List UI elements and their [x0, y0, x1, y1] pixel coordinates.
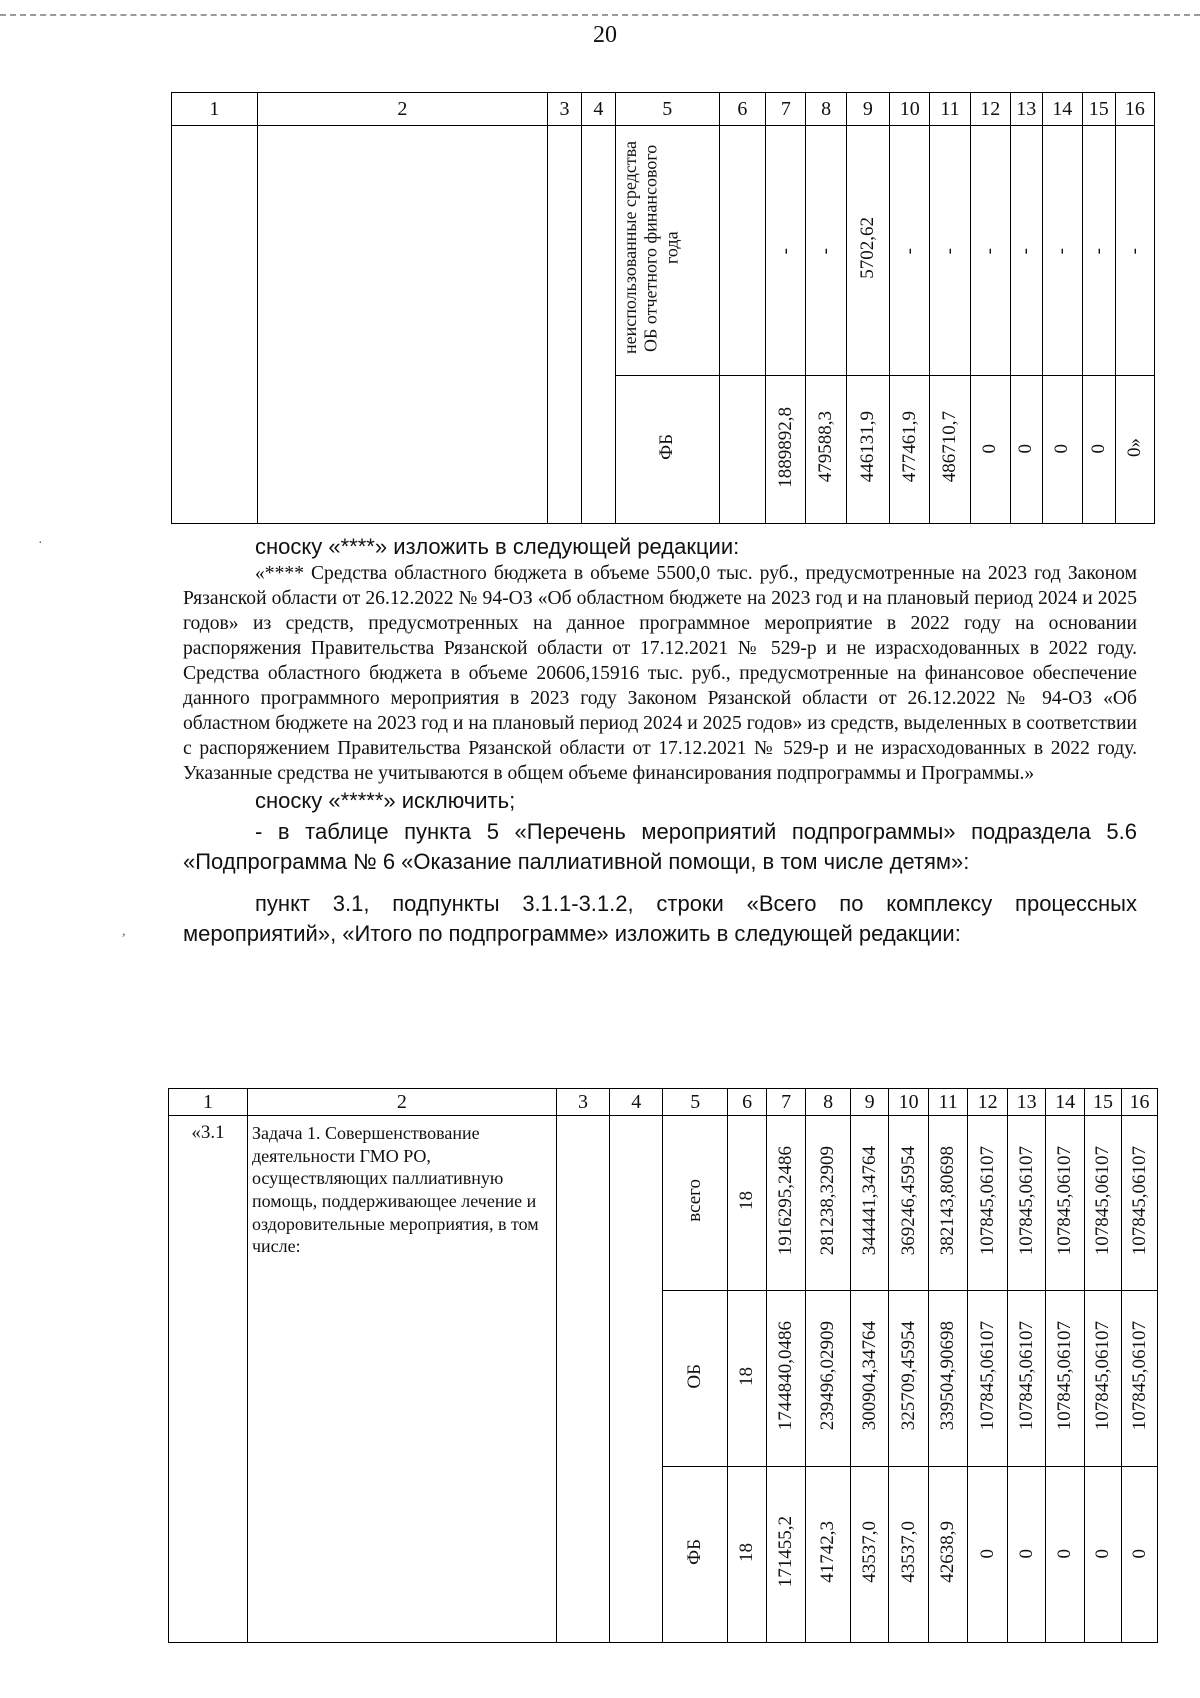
value-cell: [806, 1467, 851, 1643]
value-text: 0: [1015, 1549, 1037, 1559]
col-header: 12: [968, 1089, 1008, 1116]
value-text: 479588,3: [815, 411, 837, 483]
value-cell: [890, 376, 930, 524]
value-cell: [806, 126, 846, 376]
value-cell: [1115, 376, 1154, 524]
empty-cell: [257, 126, 547, 524]
task-description: Задача 1. Совершенствование деятельности ГМО РО, осуществляющих паллиативную помощь, поддерживающее лечение и оздоровительные мероприятия, в том числе:: [247, 1116, 556, 1643]
value-text: 0: [1087, 444, 1109, 454]
value-text: 5702,62: [856, 217, 878, 279]
col-header: 5: [663, 1089, 728, 1116]
value-cell: [766, 376, 806, 524]
table-header-row: [172, 93, 1155, 126]
col-header: 8: [806, 93, 846, 126]
funding-source-cell: [663, 1291, 728, 1467]
code-text: 18: [736, 1542, 758, 1562]
empty-cell: [610, 1116, 663, 1643]
col-header: 16: [1122, 1089, 1158, 1116]
col-header: 16: [1115, 93, 1154, 126]
value-cell: [766, 126, 806, 376]
value-text: 0: [1128, 1549, 1150, 1559]
funding-source-label: ФБ: [684, 1539, 706, 1565]
value-cell: [1085, 1116, 1122, 1291]
value-text: 107845,06107: [1054, 1145, 1076, 1256]
col-header: 13: [1008, 1089, 1046, 1116]
funding-source-label: всего: [684, 1179, 706, 1222]
col-header: 1: [169, 1089, 248, 1116]
funding-source-cell: [663, 1116, 728, 1291]
paragraph-table-amendment: - в таблице пункта 5 «Перечень мероприятий подпрограммы» подраздела 5.6 «Подпрограмма № 6 «Оказание паллиативной помощи, в том числе детям»:: [183, 818, 1137, 874]
value-cell: [1010, 376, 1042, 524]
value-text: -: [898, 248, 920, 255]
value-cell: [930, 376, 970, 524]
col-header: 2: [257, 93, 547, 126]
scan-artifact-dot: ·: [38, 536, 43, 551]
value-cell: [1122, 1116, 1158, 1291]
value-cell: [1042, 126, 1082, 376]
col-header: 13: [1010, 93, 1042, 126]
value-text: 107845,06107: [1015, 1145, 1037, 1256]
col-header: 9: [846, 93, 889, 126]
col-header: 2: [247, 1089, 556, 1116]
col-header: 11: [930, 93, 970, 126]
col-header: 1: [172, 93, 258, 126]
paragraph-item-amendment: пункт 3.1, подпункты 3.1.1-3.1.2, строки «Всего по комплексу процессных мероприятий», «Итого по подпрограмме» изложить в следующей редакции:: [183, 890, 1137, 946]
value-cell: [889, 1116, 929, 1291]
value-text: 107845,06107: [1092, 1145, 1114, 1256]
value-cell: [1046, 1467, 1085, 1643]
value-text: 281238,32909: [817, 1145, 839, 1256]
funding-source-label: ОБ: [684, 1363, 706, 1389]
value-cell: [968, 1467, 1008, 1643]
funding-source-cell: [615, 126, 719, 376]
value-cell: [846, 126, 889, 376]
value-text: 107845,06107: [1092, 1321, 1114, 1431]
col-header: 4: [581, 93, 615, 126]
col-header: 3: [548, 93, 582, 126]
col-header: 5: [615, 93, 719, 126]
value-text: 107845,06107: [976, 1321, 998, 1431]
col-header: 10: [889, 1089, 929, 1116]
value-cell: [929, 1467, 968, 1643]
table-row: [169, 1116, 1158, 1291]
value-text: -: [1015, 248, 1037, 255]
value-cell: [851, 1116, 889, 1291]
value-cell: [929, 1291, 968, 1467]
scan-top-edge: [0, 14, 1200, 16]
value-cell: [1008, 1116, 1046, 1291]
code-text: 18: [736, 1191, 758, 1210]
value-text: -: [979, 248, 1001, 255]
funding-source-label: ФБ: [656, 434, 678, 460]
table-continuation: [171, 92, 1155, 524]
empty-cell: [548, 126, 582, 524]
value-text: -: [815, 248, 837, 255]
code-cell: [728, 1116, 767, 1291]
value-text: 325709,45954: [897, 1321, 919, 1431]
value-text: 43537,0: [897, 1521, 919, 1583]
empty-cell: [719, 126, 766, 376]
value-text: 369246,45954: [897, 1145, 919, 1256]
empty-cell: [556, 1116, 609, 1643]
value-cell: [806, 376, 846, 524]
code-cell: [728, 1291, 767, 1467]
value-text: 1744840,0486: [775, 1321, 797, 1431]
col-header: 6: [719, 93, 766, 126]
col-header: 15: [1082, 93, 1115, 126]
funding-source-label: неиспользованные средства ОБ отчетного финансового года: [620, 141, 682, 355]
value-text: 446131,9: [856, 411, 878, 483]
value-cell: [1085, 1467, 1122, 1643]
value-cell: [1042, 376, 1082, 524]
value-text: 339504,90698: [937, 1321, 959, 1431]
col-header: 9: [851, 1089, 889, 1116]
value-cell: [1008, 1291, 1046, 1467]
value-cell: [1046, 1291, 1085, 1467]
paragraph-footnote-text: «**** Средства областного бюджета в объеме 5500,0 тыс. руб., предусмотренные на 2023 год Законом Рязанской области от 26.12.2022 № 94-ОЗ «Об областном бюджете на 2023 год и на плановый период 2024 и 2025 годов» из средств, предусмотренных на данное программное мероприятие в 2022 году на основании распоряжения Правительства Рязанской области от 17.12.2021 № 529-р и не израсходованных в 2022 году. Средства областного бюджета в объеме 20606,15916 тыс. руб., предусмотренные на финансовое обеспечение данного программного мероприятия в 2023 году Законом Рязанской области от 26.12.2022 № 94-ОЗ «Об областном бюджете на 2023 год и на плановый период 2024 и 2025 годов» из средств, выделенных в соответствии с распоряжением Правительства Рязанской области от 17.12.2021 № 529-р и не израсходованных в 2022 году. Указанные средства не учитываются в общем объеме финансирования подпрограммы и Программы.»: [183, 563, 1137, 784]
value-cell: [1122, 1291, 1158, 1467]
funding-source-cell: [663, 1467, 728, 1643]
value-text: 107845,06107: [1015, 1321, 1037, 1431]
col-header: 6: [728, 1089, 767, 1116]
value-text: 0: [1092, 1549, 1114, 1559]
value-cell: [767, 1291, 806, 1467]
value-cell: [1082, 126, 1115, 376]
value-text: 239496,02909: [817, 1321, 839, 1431]
value-text: 0: [1015, 444, 1037, 454]
value-text: 1889892,8: [774, 406, 796, 488]
value-text: 107845,06107: [1054, 1321, 1076, 1431]
empty-cell: [172, 126, 258, 524]
value-cell: [970, 376, 1010, 524]
scan-artifact-mark: ,: [122, 924, 126, 939]
value-text: 382143,80698: [937, 1145, 959, 1256]
code-text: 18: [736, 1366, 758, 1386]
value-cell: [970, 126, 1010, 376]
value-text: -: [1087, 248, 1109, 255]
item-number: «3.1: [169, 1116, 248, 1643]
value-text: 107845,06107: [1128, 1145, 1150, 1256]
value-cell: [1115, 126, 1154, 376]
value-text: 107845,06107: [976, 1145, 998, 1256]
value-text: 0: [976, 1549, 998, 1559]
value-cell: [1008, 1467, 1046, 1643]
table-header-row: [169, 1089, 1158, 1116]
value-text: 486710,7: [939, 411, 961, 483]
col-header: 3: [556, 1089, 609, 1116]
value-cell: [968, 1116, 1008, 1291]
col-header: 14: [1046, 1089, 1085, 1116]
col-header: 10: [890, 93, 930, 126]
value-text: 0: [1051, 444, 1073, 454]
value-text: 0: [979, 444, 1001, 454]
value-text: 300904,34764: [858, 1321, 880, 1431]
empty-cell: [581, 126, 615, 524]
paragraph-footnote-5: сноску «*****» исключить;: [255, 788, 516, 814]
value-cell: [1046, 1116, 1085, 1291]
value-text: 43537,0: [858, 1521, 880, 1583]
value-text: 0»: [1123, 437, 1145, 457]
table-row: [172, 126, 1155, 376]
value-cell: [846, 376, 889, 524]
value-cell: [889, 1291, 929, 1467]
value-cell: [806, 1116, 851, 1291]
col-header: 14: [1042, 93, 1082, 126]
paragraph-footnote-4: сноску «****» изложить в следующей редакции:: [255, 534, 740, 559]
value-cell: [767, 1467, 806, 1643]
value-text: 1916295,2486: [775, 1145, 797, 1256]
value-text: 42638,9: [937, 1521, 959, 1583]
value-cell: [1010, 126, 1042, 376]
value-cell: [890, 126, 930, 376]
funding-source-cell: [615, 376, 719, 524]
code-cell: [728, 1467, 767, 1643]
value-cell: [1122, 1467, 1158, 1643]
page-number: 20: [593, 22, 617, 48]
amendment-text: [183, 532, 1137, 949]
value-cell: [929, 1116, 968, 1291]
value-text: -: [1051, 248, 1073, 255]
col-header: 7: [767, 1089, 806, 1116]
value-cell: [851, 1467, 889, 1643]
col-header: 11: [929, 1089, 968, 1116]
value-cell: [889, 1467, 929, 1643]
value-cell: [851, 1291, 889, 1467]
col-header: 8: [806, 1089, 851, 1116]
value-text: 107845,06107: [1128, 1321, 1150, 1431]
col-header: 4: [610, 1089, 663, 1116]
table-subprogram-6: [168, 1088, 1158, 1643]
value-text: 344441,34764: [858, 1145, 880, 1256]
empty-cell: [719, 376, 766, 524]
col-header: 15: [1085, 1089, 1122, 1116]
value-text: 477461,9: [898, 411, 920, 483]
value-text: 0: [1054, 1549, 1076, 1559]
value-cell: [930, 126, 970, 376]
value-text: 171455,2: [775, 1516, 797, 1588]
col-header: 12: [970, 93, 1010, 126]
value-text: -: [774, 248, 796, 255]
value-cell: [1082, 376, 1115, 524]
col-header: 7: [766, 93, 806, 126]
value-text: -: [939, 248, 961, 255]
value-cell: [767, 1116, 806, 1291]
value-text: 41742,3: [817, 1521, 839, 1583]
value-text: -: [1123, 248, 1145, 255]
value-cell: [806, 1291, 851, 1467]
value-cell: [1085, 1291, 1122, 1467]
value-cell: [968, 1291, 1008, 1467]
